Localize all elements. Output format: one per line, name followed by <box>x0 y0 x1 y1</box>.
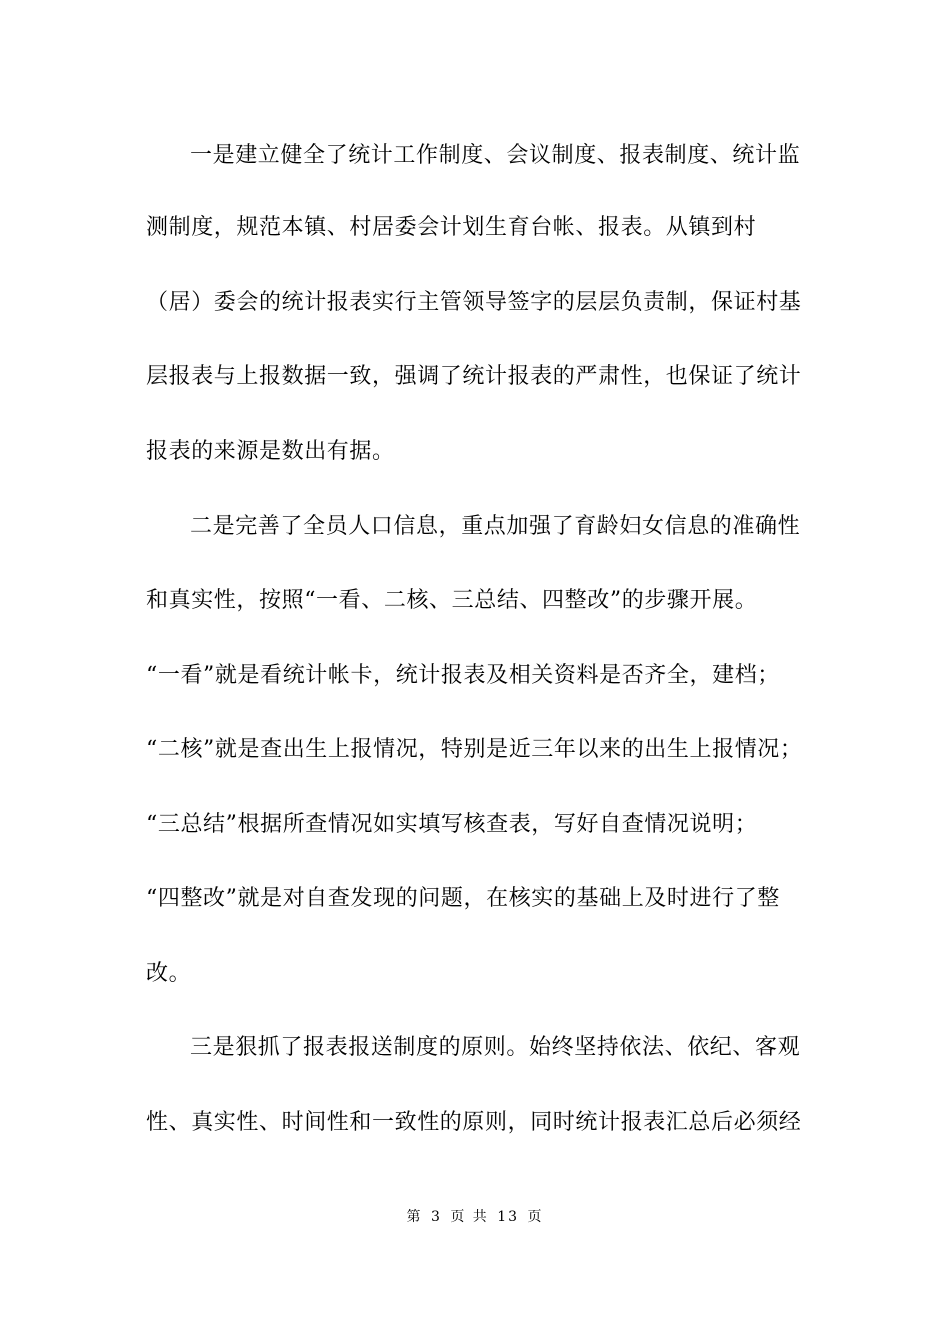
paragraph-3-line-1: 三是狠抓了报表报送制度的原则。始终坚持依法、依纪、客观 <box>190 1035 801 1060</box>
footer-total-pages: 13 <box>497 1209 520 1225</box>
page-footer <box>0 1208 950 1226</box>
paragraph-2-line-2: 和真实性，按照“一看、二核、三总结、四整改”的步骤开展。 <box>146 588 758 613</box>
paragraph-2-line-6: “四整改”就是对自查发现的问题，在核实的基础上及时进行了整 <box>146 886 780 911</box>
paragraph-1-line-2: 测制度，规范本镇、村居委会计划生育台帐、报表。从镇到村 <box>146 215 757 240</box>
paragraph-2-line-3: “一看”就是看统计帐卡，统计报表及相关资料是否齐全，建档； <box>146 663 780 688</box>
paragraph-2-line-1: 二是完善了全员人口信息，重点加强了育龄妇女信息的准确性 <box>190 514 801 539</box>
paragraph-2-line-5: “三总结”根据所查情况如实填写核查表，写好自查情况说明； <box>146 812 758 837</box>
paragraph-1-line-1: 一是建立健全了统计工作制度、会议制度、报表制度、统计监 <box>190 143 801 168</box>
paragraph-1-line-3: （居）委会的统计报表实行主管领导签字的层层负责制，保证村基 <box>146 290 802 315</box>
footer-suffix: 页 <box>527 1209 544 1225</box>
paragraph-1-line-4: 层报表与上报数据一致，强调了统计报表的严肃性，也保证了统计 <box>146 364 802 389</box>
paragraph-1-line-5: 报表的来源是数出有据。 <box>146 439 395 464</box>
paragraph-2-line-7: 改。 <box>146 961 192 986</box>
footer-current-page: 3 <box>430 1209 442 1225</box>
paragraph-2-line-4: “二核”就是查出生上报情况，特别是近三年以来的出生上报情况； <box>146 737 803 762</box>
footer-prefix: 第 <box>406 1209 423 1225</box>
footer-middle: 页 共 <box>450 1209 489 1225</box>
paragraph-3-line-2: 性、真实性、时间性和一致性的原则，同时统计报表汇总后必须经 <box>146 1110 802 1135</box>
